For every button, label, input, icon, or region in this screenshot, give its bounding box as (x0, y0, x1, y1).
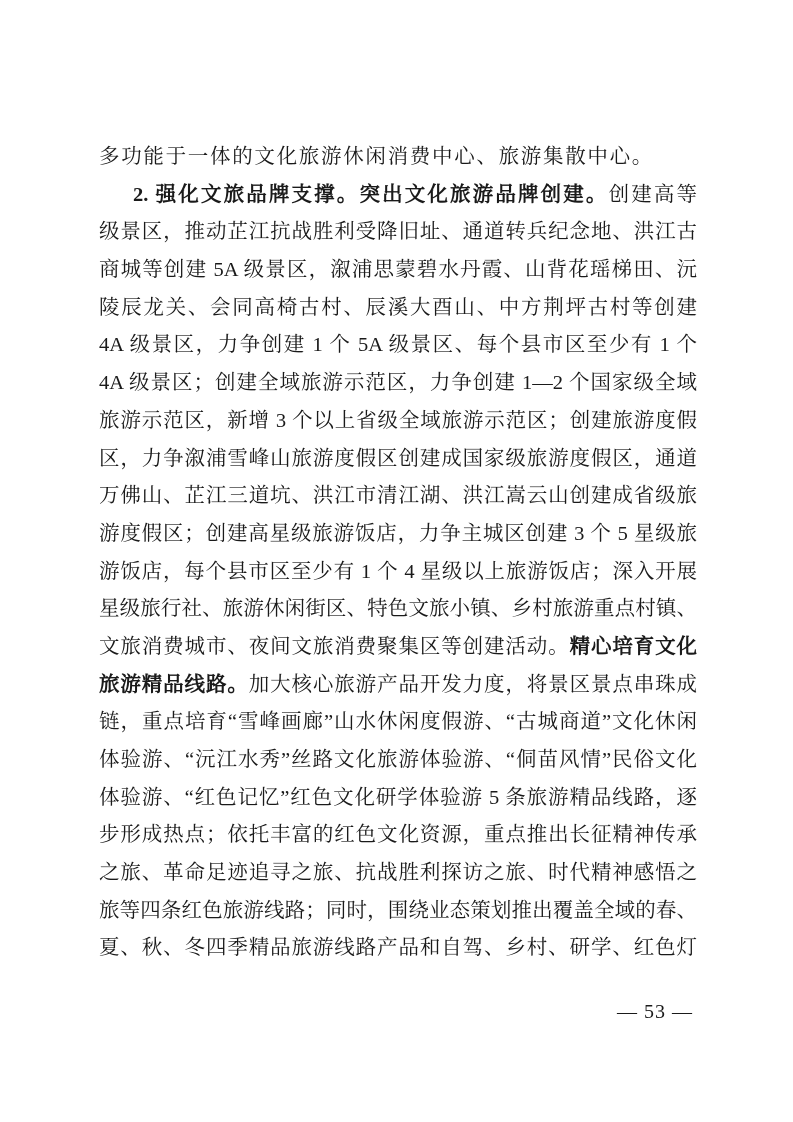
text-line (99, 780, 697, 818)
text-line (99, 516, 697, 554)
text-line (99, 667, 697, 705)
text-segment: 万佛山、芷江三道坑、洪江市清江湖、洪江嵩云山创建成省级旅 (99, 485, 697, 508)
text-line (99, 441, 697, 479)
text-line (99, 930, 697, 968)
text-line (99, 817, 697, 855)
bold-text-segment: 旅游精品线路。 (99, 673, 249, 696)
text-line (99, 327, 697, 365)
text-segment: 游饭店，每个县市区至少有 1 个 4 星级以上旅游饭店；深入开展 (99, 560, 697, 583)
text-segment: 4A 级景区，力争创建 1 个 5A 级景区、每个县市区至少有 1 个 (99, 334, 697, 357)
text-line (99, 252, 697, 290)
text-line (99, 403, 697, 441)
bold-text-segment: 2. 强化文旅品牌支撑。突出文化旅游品牌创建。 (133, 183, 609, 206)
text-segment: 体验游、“沅江水秀”丝路文化旅游体验游、“侗苗风情”民俗文化 (99, 749, 697, 771)
text-segment: 夏、秋、冬四季精品旅游线路产品和自驾、乡村、研学、红色灯 (99, 937, 697, 960)
text-segment: 旅等四条红色旅游线路；同时，围绕业态策划推出覆盖全域的春、 (99, 899, 697, 922)
text-line (99, 591, 697, 629)
text-segment: 创建高等 (608, 183, 697, 206)
text-line (99, 365, 697, 403)
text-segment: 星级旅行社、旅游休闲街区、特色文旅小镇、乡村旅游重点村镇、 (99, 598, 697, 621)
text-segment: 之旅、革命足迹追寻之旅、抗战胜利探访之旅、时代精神感悟之 (99, 862, 697, 885)
text-line (99, 139, 697, 177)
text-segment: 多功能于一体的文化旅游休闲消费中心、旅游集散中心。 (99, 146, 654, 168)
text-line (99, 177, 697, 215)
bold-text-segment: 精心培育文化 (569, 635, 697, 658)
text-line (99, 855, 697, 893)
text-segment: 步形成热点；依托丰富的红色文化资源，重点推出长征精神传承 (99, 824, 697, 847)
text-line (99, 704, 697, 742)
text-segment: 文旅消费城市、夜间文旅消费聚集区等创建活动。 (99, 635, 570, 658)
text-segment: 陵辰龙关、会同高椅古村、辰溪大酉山、中方荆坪古村等创建 (99, 296, 697, 319)
text-line (99, 290, 697, 328)
text-segment: 区，力争溆浦雪峰山旅游度假区创建成国家级旅游度假区，通道 (99, 447, 697, 470)
document-text-block (99, 139, 697, 968)
text-segment: 级景区，推动芷江抗战胜利受降旧址、通道转兵纪念地、洪江古 (99, 221, 697, 244)
text-segment: 游度假区；创建高星级旅游饭店，力争主城区创建 3 个 5 星级旅 (99, 522, 697, 545)
text-segment: 商城等创建 5A 级景区，溆浦思蒙碧水丹霞、山背花瑶梯田、沅 (99, 259, 697, 282)
text-line (99, 629, 697, 667)
text-segment: 加大核心旅游产品开发力度，将景区景点串珠成 (248, 673, 697, 696)
text-segment: 体验游、“红色记忆”红色文化研学体验游 5 条旅游精品线路，逐 (99, 786, 697, 809)
text-line (99, 478, 697, 516)
text-segment: 链，重点培育“雪峰画廊”山水休闲度假游、“古城商道”文化休闲 (99, 711, 697, 734)
text-segment: 4A 级景区；创建全域旅游示范区，力争创建 1—2 个国家级全域 (99, 372, 697, 395)
text-line (99, 742, 697, 780)
text-line (99, 214, 697, 252)
text-line (99, 893, 697, 931)
text-segment: 旅游示范区，新增 3 个以上省级全域旅游示范区；创建旅游度假 (99, 409, 697, 432)
text-line (99, 554, 697, 592)
page-number: — 53 — (617, 1001, 693, 1023)
